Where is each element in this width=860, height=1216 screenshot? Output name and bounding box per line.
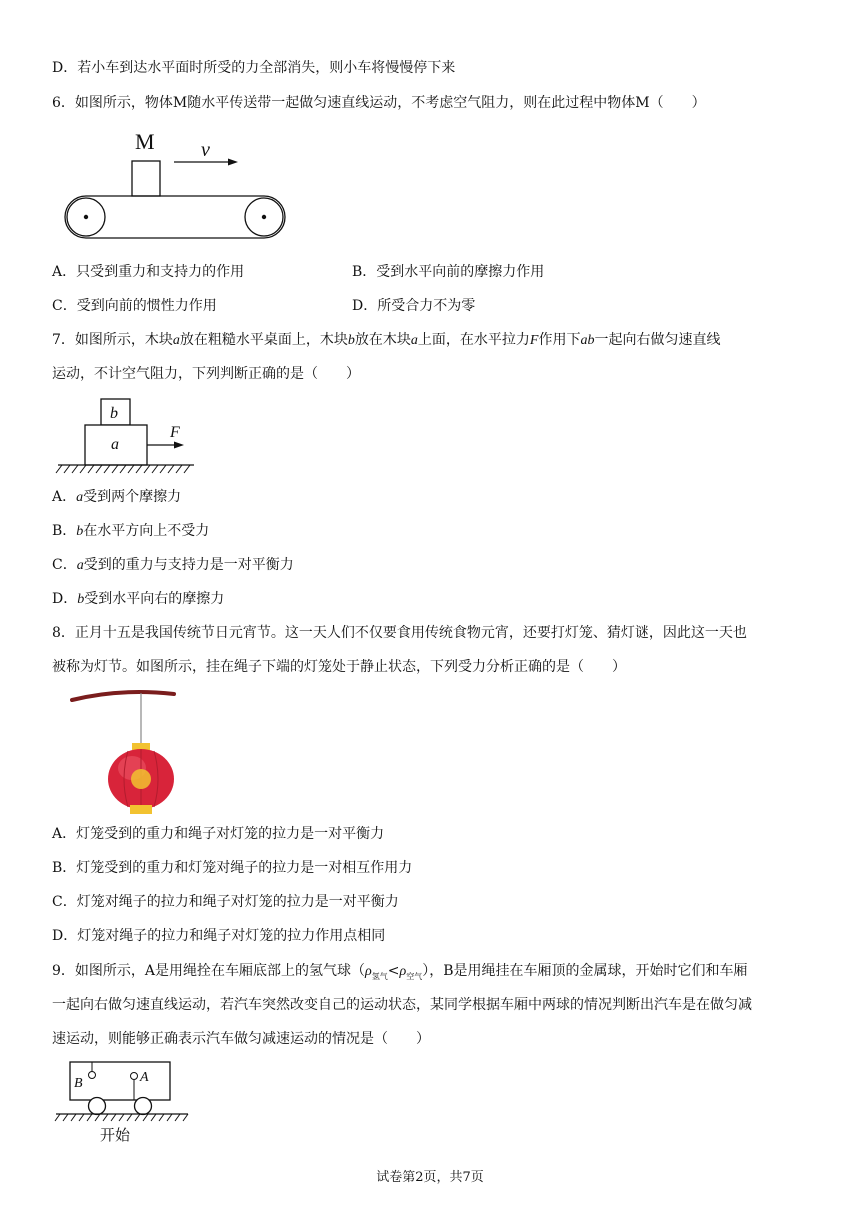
q9-stem-line2: 一起向右做匀速直线运动，若汽车突然改变自己的运动状态，某同学根据车厢中两球的情况判断出汽车是在做匀减 [52,997,752,1013]
q9-cart-figure [54,1060,194,1146]
q6-option-b: B．受到水平向前的摩擦力作用 [352,264,545,280]
q6-block-m [132,161,160,196]
q8-lantern-emblem [131,769,151,789]
q7-stem-line2: 运动，不计空气阻力，下列判断正确的是（ ） [52,366,360,382]
q6-right-axle [262,215,266,219]
q9-wheel-left [89,1098,106,1115]
q9-wheel-right [135,1098,152,1115]
q7-stem-line1: 7．如图所示，木块a放在粗糙水平桌面上，木块b放在木块a上面，在水平拉力F作用下ab一起向右做匀速直线 [52,332,721,348]
q6-conveyor-figure [58,124,290,246]
q8-lantern-bottom-cap [130,805,152,814]
q9-stem-line3: 速运动，则能够正确表示汽车做匀减速运动的情况是（ ） [52,1031,430,1047]
q9-cart-body [70,1062,170,1100]
q9-caption: 开始 [100,1126,131,1144]
q6-label-v: v [201,139,210,161]
q6-label-m: M [135,129,155,154]
q7-option-a: A．a受到两个摩擦力 [52,489,182,505]
q7-option-b: B．b在水平方向上不受力 [52,523,210,539]
q9-balloon-a [131,1073,138,1080]
q8-option-b: B．灯笼受到的重力和灯笼对绳子的拉力是一对相互作用力 [52,860,413,876]
q8-option-d: D．灯笼对绳子的拉力和绳子对灯笼的拉力作用点相同 [52,928,386,944]
q7-label-a: a [111,436,119,453]
q5-option-d: D．若小车到达水平面时所受的力全部消失，则小车将慢慢停下来 [52,60,456,76]
page-footer: 试卷第2页，共7页 [376,1170,484,1185]
q7-force-arrowhead [174,442,184,449]
q8-option-c: C．灯笼对绳子的拉力和绳子对灯笼的拉力是一对平衡力 [52,894,399,910]
q6-option-a: A．只受到重力和支持力的作用 [52,264,245,280]
q7-option-d: D．b受到水平向右的摩擦力 [52,591,225,607]
q6-option-d: D．所受合力不为零 [352,298,476,314]
q8-pole [72,692,174,700]
q7-label-f: F [170,424,180,441]
q7-ground-hatch [56,465,190,473]
q7-option-c: C．a受到的重力与支持力是一对平衡力 [52,557,294,573]
q8-lantern-figure [70,688,190,814]
q6-left-axle [84,215,88,219]
q8-lantern-top-cap [132,743,150,750]
q9-label-a: A [140,1070,149,1085]
q8-stem-line1: 8．正月十五是我国传统节日元宵节。这一天人们不仅要食用传统食物元宵，还要打灯笼、猜灯谜，因此这一天也 [52,625,747,641]
q6-velocity-arrowhead [228,159,238,166]
q9-ball-b [89,1072,96,1079]
q6-option-c: C．受到向前的惯性力作用 [52,298,217,314]
q9-stem-line1: 9．如图所示，A是用绳拴在车厢底部上的氢气球$(\rho_{氢气}<\rho_{空气})$，B是用绳挂在车厢顶的金属球，开始时它们和车厢 [52,963,748,981]
q6-stem: 6．如图所示，物体M随水平传送带一起做匀速直线运动，不考虑空气阻力，则在此过程中物体M（ ） [52,95,706,111]
q7-blocks-figure [54,396,196,476]
q9-ground-hatch [55,1114,188,1121]
q8-stem-line2: 被称为灯节。如图所示，挂在绳子下端的灯笼处于静止状态，下列受力分析正确的是（ ） [52,659,626,675]
q7-label-b: b [110,405,118,422]
q8-option-a: A．灯笼受到的重力和绳子对灯笼的拉力是一对平衡力 [52,826,385,842]
q9-label-b: B [74,1076,83,1091]
